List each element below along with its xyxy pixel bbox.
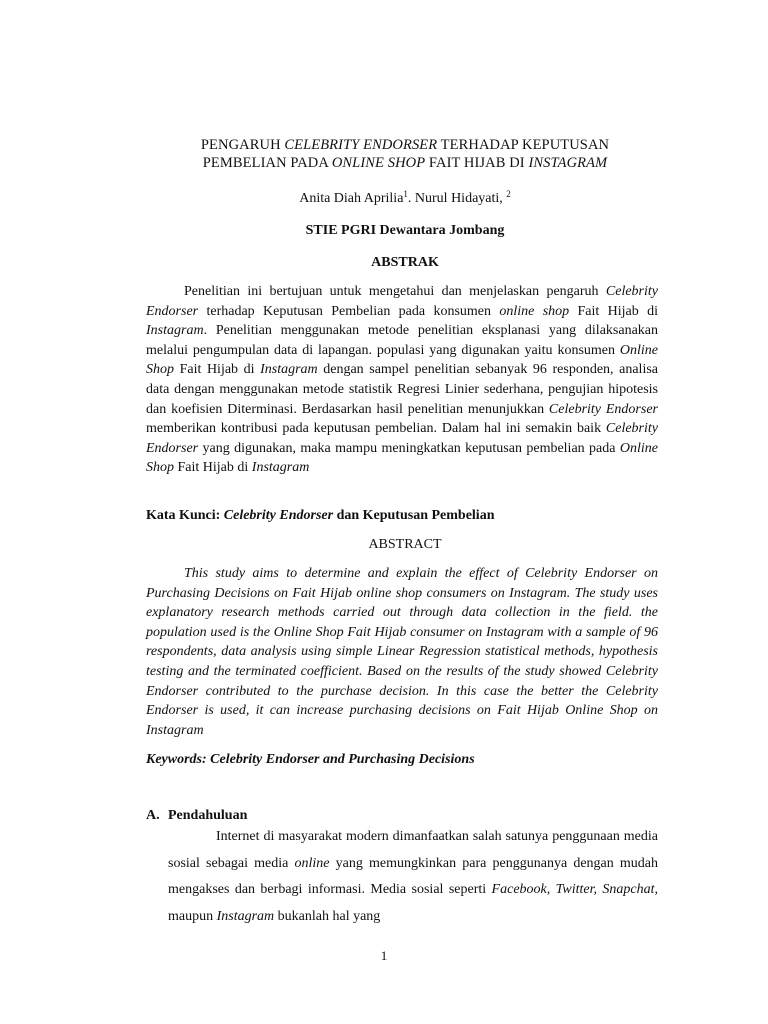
abstrak-body: Penelitian ini bertujuan untuk mengetahui dan menjelaskan pengaruh Celebrity Endorser terhadap Keputusan Pembelian pada konsumen online shop Fait Hijab di Instagram. Penelitian menggunakan metode penelitian eksplanasi yang dilaksanakan melalui pengumpulan data di lapangan. populasi yang digunakan yaitu konsumen Online Shop Fait Hijab di Instagram dengan sampel penelitian sebanyak 96 responden, analisa data dengan menggunakan metode statistik Regresi Linier sederhana, pengujian hipotesis dan koefisien Diterminasi. Berdasarkan hasil penelitian menunjukkan Celebrity Endorser memberikan kontribusi pada keputusan pembelian. Dalam hal ini semakin baik Celebrity Endorser yang digunakan, maka mampu meningkatkan keputusan pembelian pada Online Shop Fait Hijab di Instagram [146, 284, 658, 476]
abstrak-heading: ABSTRAK [371, 255, 439, 270]
page-number: 1 [380, 948, 388, 963]
author-1: Anita Diah Aprilia [299, 191, 404, 206]
keywords: Keywords: Celebrity Endorser and Purchasing Decisions [146, 752, 475, 767]
paper-title: PENGARUH CELEBRITY ENDORSER TERHADAP KEPUTUSAN PEMBELIAN PADA ONLINE SHOP FAIT HIJAB DI INSTAGRAM [200, 137, 610, 171]
section-a-number: A. [146, 808, 160, 823]
section-a-heading [146, 807, 446, 825]
kata-kunci: Kata Kunci: Celebrity Endorser dan Keputusan Pembelian [146, 508, 495, 523]
abstract-body: This study aims to determine and explain the effect of Celebrity Endorser on Purchasing Decisions on Fait Hijab online shop consumers on Instagram. The study uses explanatory research methods carried out through data collection in the field. the population used is the Online Shop Fait Hijab consumer on Instagram with a sample of 96 respondents, data analysis using simple Linear Regression statistical methods, hypothesis testing and the terminated coefficient. Based on the results of the study showed Celebrity Endorser contributed to the purchase decision. In this case the better the Celebrity Endorser is used, it can increase purchasing decisions on Fait Hijab Online Shop on Instagram [146, 566, 658, 738]
author-2-affil-mark: 2 [506, 189, 511, 199]
section-a-title: Pendahuluan [168, 808, 248, 823]
author-2: Nurul Hidayati, [414, 191, 507, 206]
author-list: Anita Diah Aprilia$^1$. Nurul Hidayati, $^2$ [299, 189, 511, 206]
kata-kunci-label: Kata Kunci: [146, 508, 224, 523]
author-1-affil-mark: 1 [403, 189, 408, 199]
section-a-body: Internet di masyarakat modern dimanfaatkan salah satunya penggunaan media sosial sebagai media online yang memungkinkan para penggunanya dengan mudah mengakses dan berbagi informasi. Media sosial seperti Facebook, Twitter, Snapchat, maupun Instagram bukanlah hal yang [168, 829, 659, 924]
abstract-heading: ABSTRACT [368, 537, 442, 552]
affiliation: STIE PGRI Dewantara Jombang [305, 223, 505, 238]
